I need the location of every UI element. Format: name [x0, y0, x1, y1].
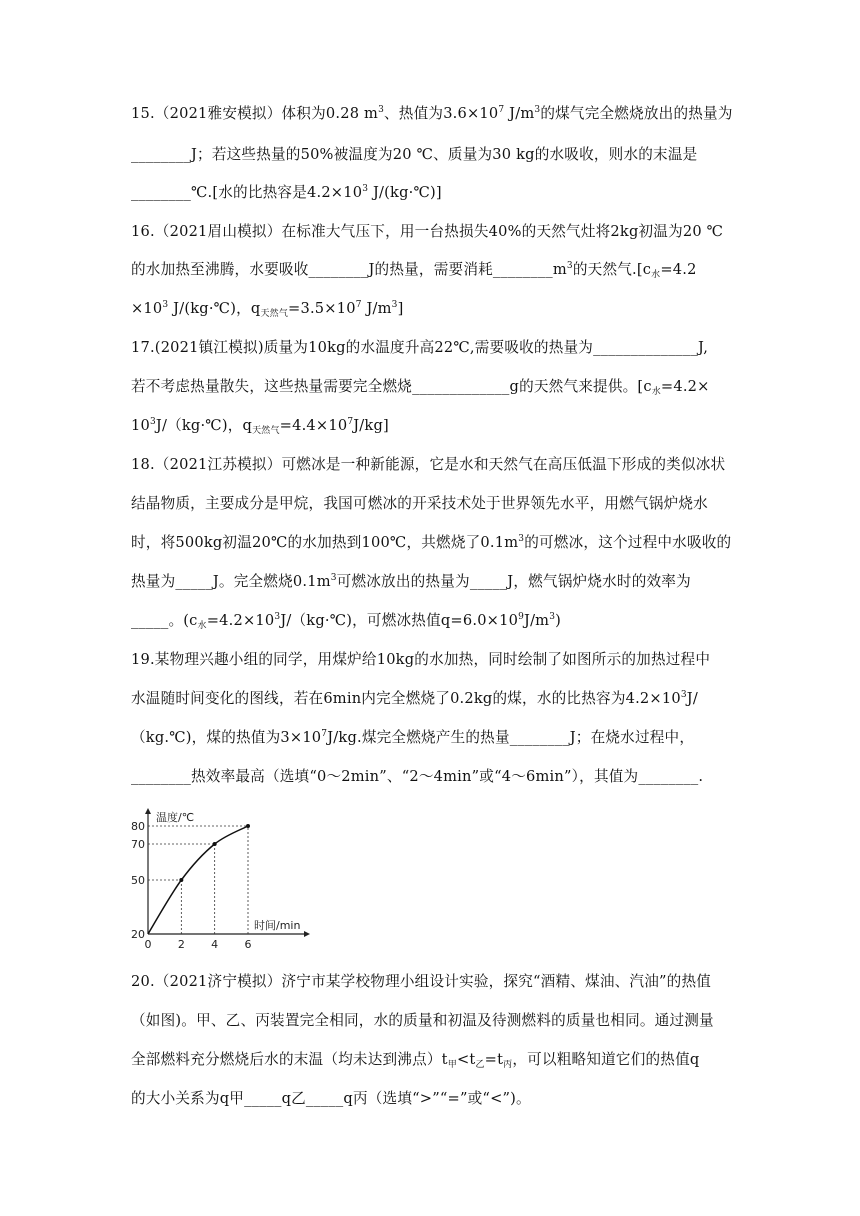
y-axis-arrow — [145, 808, 151, 814]
q18-line-1: 18.（2021江苏模拟）可燃冰是一种新能源，它是水和天然气在高压低温下形成的类似冰状 — [131, 456, 726, 473]
q20-line-1: 20.（2021济宁模拟）济宁市某学校物理小组设计实验，探究“酒精、煤油、汽油”的热值 — [131, 973, 712, 990]
x-tick-label: 4 — [211, 938, 219, 948]
chart-guides — [148, 826, 248, 934]
q18-line-4: 热量为_____J。完全燃烧$0.1m^3$可燃冰放出的热量为_____J，燃气锅炉烧水时的效率为 — [131, 573, 691, 590]
chart-series — [148, 824, 250, 934]
x-tick-label: 2 — [177, 938, 185, 948]
temperature-time-chart — [126, 808, 316, 948]
chart-ticks — [131, 820, 252, 948]
x-axis-label: 时间/min — [254, 919, 301, 932]
q16-line-2: 的水加热至沸腾，水要吸收________J的热量，需要消耗$\_\_\_\_\_\_\_\_m^3$的天然气$.[c_水=4.2$ — [131, 261, 697, 280]
q19-line-1: 19.某物理兴趣小组的同学，用煤炉给10kg的水加热，同时绘制了如图所示的加热过程中 — [131, 651, 711, 668]
y-tick-label: 80 — [131, 820, 145, 833]
q19-line-2: 水温随时间变化的图线，若在6min内完全燃烧了0.2kg的煤，水的比热容为$4.2\times 10^3J/$ — [131, 690, 698, 707]
data-point — [213, 842, 217, 846]
q19-line-3: （kg.℃)，煤的热值为$3\times 10^7J/kg$.煤完全燃烧产生的热量________J；在烧水过程中， — [131, 729, 695, 746]
q17-line-2: 若不考虑热量散失，这些热量需要完全燃烧_____________g的天然气来提供。[$c_水=4.2\times$ — [131, 378, 710, 397]
x-tick-label: 6 — [244, 938, 252, 948]
q17-line-3: $10^3J/(kg\cdot℃)$，$q_{天然气}=4.4\times 10^7J/kg$] — [131, 417, 389, 436]
data-point — [246, 824, 250, 828]
q15-line-3: ________℃.[水的比热容是$4.2\times 10^3$ J/(kg·℃)] — [131, 184, 442, 201]
q18-line-5: _____。($c_水=4.2\times 10^3J/(kg\cdot℃)$，可燃冰热值$q=6.0\times 10^9J/m^3$) — [131, 612, 562, 631]
x-tick-label: 0 — [144, 938, 152, 948]
q19-line-4: ________热效率最高（选填“0～2min”、“2～4min”或“4～6min”），其值为________. — [131, 768, 704, 785]
y-tick-label: 20 — [131, 928, 145, 941]
q20-line-3: 全部燃料充分燃烧后水的末温（均未达到沸点）$t_甲<t_乙=t_丙$，可以粗略知道它们的热值q — [131, 1051, 700, 1070]
q15-line-1: 15.（2021雅安模拟）体积为0.28 $m^3$、热值为$3.6\times 10^7$ $J/m^3$的煤气完全燃烧放出的热量为 — [131, 105, 733, 122]
q16-line-3: $\times 10^3$ J/(kg·℃)，$q_{天然气}=3.5\times 10^7$ $J/m^3$] — [131, 300, 404, 319]
y-tick-label: 50 — [131, 874, 145, 887]
q16-line-1: 16.（2021眉山模拟）在标准大气压下，用一台热损失40%的天然气灶将2kg初温为20 ℃ — [131, 223, 724, 240]
y-tick-label: 70 — [131, 838, 145, 851]
q20-line-2: （如图)。甲、乙、丙装置完全相同，水的质量和初温及待测燃料的质量也相同。通过测量 — [131, 1012, 714, 1029]
x-axis-arrow — [304, 931, 310, 937]
q18-line-2: 结晶物质，主要成分是甲烷，我国可燃冰的开采技术处于世界领先水平，用燃气锅炉烧水 — [131, 495, 708, 512]
chart-axes — [145, 808, 310, 937]
y-axis-label: 温度/℃ — [156, 811, 195, 824]
q17-line-1: 17.(2021镇江模拟)质量为10kg的水温度升高22℃,需要吸收的热量为______________J, — [131, 339, 709, 356]
data-point — [179, 878, 183, 882]
q18-line-3: 时，将500kg初温20℃的水加热到100℃，共燃烧了$0.1m^3$的可燃冰，这个过程中水吸收的 — [131, 534, 732, 551]
q15-line-2: ________J；若这些热量的50%被温度为20 ℃、质量为30 kg的水吸收，则水的末温是 — [131, 146, 698, 163]
series-line — [148, 826, 248, 934]
q20-line-4: 的大小关系为q甲_____q乙_____q丙（选填“>”“=”或“<”)。 — [131, 1090, 531, 1107]
